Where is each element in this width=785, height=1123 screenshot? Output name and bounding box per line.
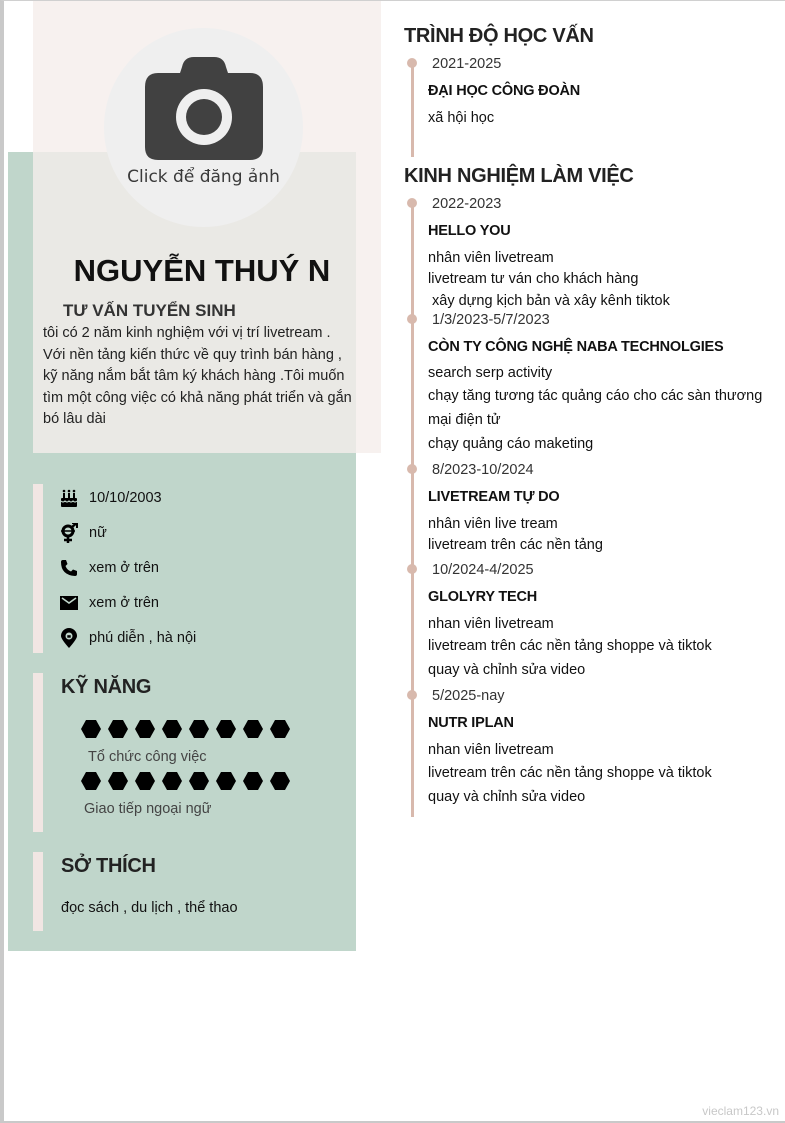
experience-line: quay và chỉnh sửa video bbox=[428, 789, 586, 805]
contact-birthday bbox=[59, 488, 162, 508]
experience-line: livetream trên các nền tảng bbox=[428, 537, 603, 553]
phone-icon bbox=[59, 558, 79, 578]
education-timeline-line bbox=[411, 61, 414, 157]
rating-hexagon-icon bbox=[162, 772, 182, 790]
timeline-dot bbox=[407, 564, 417, 574]
birthday-cake-icon bbox=[59, 488, 79, 508]
education-period: 2021-2025 bbox=[432, 56, 502, 72]
address-value: phú diễn , hà nội bbox=[89, 630, 197, 646]
rating-hexagon-icon bbox=[81, 720, 101, 738]
contact-phone bbox=[59, 558, 159, 578]
rating-hexagon-icon bbox=[243, 720, 263, 738]
skills-title: KỸ NĂNG bbox=[61, 676, 152, 698]
experience-line: nhân viên live tream bbox=[428, 516, 558, 532]
timeline-dot bbox=[407, 58, 417, 68]
experience-period: 2022-2023 bbox=[432, 196, 502, 212]
hobbies-accent-bar bbox=[33, 852, 43, 931]
experience-line: nhân viên livetream bbox=[428, 250, 554, 266]
experience-period: 10/2024-4/2025 bbox=[432, 562, 534, 578]
skill-rating-2 bbox=[81, 772, 290, 790]
experience-line: livetream trên các nền tảng shoppe và tiktok bbox=[428, 638, 712, 654]
contact-email bbox=[59, 593, 159, 613]
experience-line: chạy quảng cáo maketing bbox=[428, 436, 594, 452]
skills-accent-bar bbox=[33, 673, 43, 832]
timeline-dot bbox=[407, 314, 417, 324]
timeline-dot bbox=[407, 464, 417, 474]
experience-period: 1/3/2023-5/7/2023 bbox=[432, 312, 550, 328]
job-title: TƯ VẤN TUYỂN SINH bbox=[63, 301, 236, 320]
photo-upload-label: Click để đăng ảnh bbox=[127, 167, 280, 187]
contact-address bbox=[59, 628, 196, 648]
contact-accent-bar bbox=[33, 484, 43, 653]
email-value: xem ở trên bbox=[89, 595, 159, 611]
full-name: NGUYỄN THUÝ N bbox=[73, 253, 331, 288]
photo-upload[interactable] bbox=[104, 28, 303, 227]
contact-gender bbox=[59, 523, 107, 543]
hobbies-text: đọc sách , du lịch , thể thao bbox=[61, 900, 238, 916]
rating-hexagon-icon bbox=[270, 720, 290, 738]
experience-line: mại điện tử bbox=[428, 412, 501, 428]
experience-line: nhan viên livetream bbox=[428, 742, 554, 758]
education-major: xã hội học bbox=[428, 110, 495, 126]
rating-hexagon-icon bbox=[81, 772, 101, 790]
experience-line: livetream trên các nền tảng shoppe và tiktok bbox=[428, 765, 712, 781]
experience-period: 8/2023-10/2024 bbox=[432, 462, 534, 478]
rating-hexagon-icon bbox=[108, 720, 128, 738]
gender-value: nữ bbox=[89, 525, 107, 541]
experience-company: NUTR IPLAN bbox=[428, 715, 514, 731]
experience-timeline-line bbox=[411, 201, 414, 817]
rating-hexagon-icon bbox=[189, 720, 209, 738]
birthday-value: 10/10/2003 bbox=[89, 490, 162, 506]
experience-company: CÒN TY CÔNG NGHỆ NABA TECHNOLGIES bbox=[428, 339, 724, 355]
experience-line: chạy tăng tương tác quảng cáo cho các sàn thương bbox=[428, 388, 763, 404]
location-icon bbox=[59, 628, 79, 648]
education-school: ĐẠI HỌC CÔNG ĐOÀN bbox=[428, 83, 581, 99]
timeline-dot bbox=[407, 198, 417, 208]
skill-label: Tổ chức công việc bbox=[88, 749, 207, 765]
rating-hexagon-icon bbox=[108, 772, 128, 790]
rating-hexagon-icon bbox=[135, 772, 155, 790]
experience-line: quay và chỉnh sửa video bbox=[428, 662, 586, 678]
experience-line: xây dựng kịch bản và xây kênh tiktok bbox=[428, 293, 670, 309]
rating-hexagon-icon bbox=[135, 720, 155, 738]
education-title: TRÌNH ĐỘ HỌC VẤN bbox=[404, 25, 594, 47]
rating-hexagon-icon bbox=[270, 772, 290, 790]
skill-rating-1 bbox=[81, 720, 290, 738]
experience-company: LIVETREAM TỰ DO bbox=[428, 489, 560, 505]
phone-value: xem ở trên bbox=[89, 560, 159, 576]
experience-title: KINH NGHIỆM LÀM VIỆC bbox=[404, 165, 634, 187]
hobbies-title: SỞ THÍCH bbox=[61, 855, 156, 877]
experience-line: nhan viên livetream bbox=[428, 616, 554, 632]
experience-line: search serp activity bbox=[428, 365, 553, 381]
rating-hexagon-icon bbox=[216, 772, 236, 790]
experience-period: 5/2025-nay bbox=[432, 688, 505, 704]
summary-text: tôi có 2 năm kinh nghiệm với vị trí livetream . Với nền tảng kiến thức về quy trình bán hàng , kỹ năng nắm bắt tâm ký khách hàng .Tôi muốn tìm một công việc có khả năng phát triển và gắn bó lâu dài bbox=[43, 325, 352, 427]
email-icon bbox=[59, 593, 79, 613]
rating-hexagon-icon bbox=[243, 772, 263, 790]
rating-hexagon-icon bbox=[189, 772, 209, 790]
watermark: vieclam123.vn bbox=[702, 1104, 779, 1118]
timeline-dot bbox=[407, 690, 417, 700]
camera-icon bbox=[144, 57, 264, 161]
skill-label: Giao tiếp ngoại ngữ bbox=[84, 801, 212, 817]
experience-company: GLOLYRY TECH bbox=[428, 589, 538, 605]
experience-line: livetream tư ván cho khách hàng bbox=[428, 271, 639, 287]
rating-hexagon-icon bbox=[162, 720, 182, 738]
gender-icon bbox=[59, 523, 79, 543]
experience-company: HELLO YOU bbox=[428, 223, 511, 239]
rating-hexagon-icon bbox=[216, 720, 236, 738]
